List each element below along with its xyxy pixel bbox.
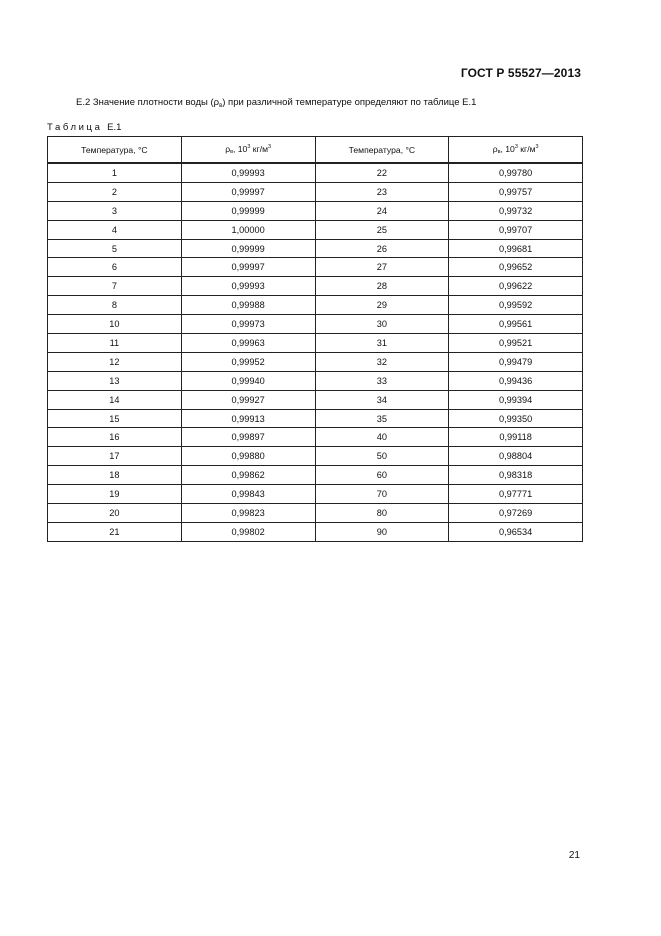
density-cell: 0,99993 [181, 277, 315, 296]
density-cell: 0,99436 [449, 371, 583, 390]
table-row [48, 409, 583, 428]
table-row [48, 220, 583, 239]
density-cell: 0,98804 [449, 447, 583, 466]
temperature-cell: 3 [48, 201, 182, 220]
density-cell: 0,96534 [449, 522, 583, 541]
temperature-cell: 13 [48, 371, 182, 390]
temperature-cell: 8 [48, 296, 182, 315]
table-row [48, 239, 583, 258]
table-row [48, 428, 583, 447]
table-row [48, 466, 583, 485]
temperature-cell: 6 [48, 258, 182, 277]
density-cell: 0,99952 [181, 352, 315, 371]
density-cell: 0,99394 [449, 390, 583, 409]
table-row [48, 522, 583, 541]
header-density-right: $\rho_в$, $10^3$ $кг/м^3$ [449, 137, 583, 164]
density-table [47, 136, 583, 542]
density-cell: 0,99988 [181, 296, 315, 315]
temperature-cell: 21 [48, 522, 182, 541]
paragraph-subscript: в [219, 103, 223, 109]
temperature-cell: 34 [315, 390, 449, 409]
temperature-cell: 11 [48, 334, 182, 353]
table-row [48, 390, 583, 409]
header-temperature-left: Температура, °С [48, 137, 182, 164]
temperature-cell: 23 [315, 182, 449, 201]
table-caption-number: Е.1 [107, 122, 122, 133]
table-row [48, 201, 583, 220]
page-number: 21 [568, 850, 580, 861]
temperature-cell: 15 [48, 409, 182, 428]
density-cell: 1,00000 [181, 220, 315, 239]
table-row [48, 296, 583, 315]
table-row [48, 163, 583, 182]
density-cell: 0,99997 [181, 182, 315, 201]
density-cell: 0,99999 [181, 239, 315, 258]
density-cell: 0,99592 [449, 296, 583, 315]
density-cell: 0,99880 [181, 447, 315, 466]
table-body [48, 163, 583, 541]
density-cell: 0,99963 [181, 334, 315, 353]
density-cell: 0,99927 [181, 390, 315, 409]
temperature-cell: 60 [315, 466, 449, 485]
header-density-left: $\rho_в$, $10^3$ $кг/м^3$ [181, 137, 315, 164]
temperature-cell: 27 [315, 258, 449, 277]
density-cell: 0,99350 [449, 409, 583, 428]
table-caption-word: Таблица [47, 122, 103, 133]
density-cell: 0,99897 [181, 428, 315, 447]
temperature-cell: 30 [315, 315, 449, 334]
density-cell: 0,99999 [181, 201, 315, 220]
density-cell: 0,99802 [181, 522, 315, 541]
density-cell: 0,99732 [449, 201, 583, 220]
density-cell: 0,99997 [181, 258, 315, 277]
table-row [48, 315, 583, 334]
density-cell: 0,99652 [449, 258, 583, 277]
table-row [48, 352, 583, 371]
table-row [48, 182, 583, 201]
temperature-cell: 33 [315, 371, 449, 390]
temperature-cell: 18 [48, 466, 182, 485]
temperature-cell: 7 [48, 277, 182, 296]
temperature-cell: 17 [48, 447, 182, 466]
paragraph-text-end: ) при различной температуре определяют по таблице Е.1 [222, 97, 477, 108]
density-cell: 0,99940 [181, 371, 315, 390]
density-cell: 0,99757 [449, 182, 583, 201]
density-cell: 0,97771 [449, 485, 583, 504]
density-cell: 0,99913 [181, 409, 315, 428]
temperature-cell: 20 [48, 504, 182, 523]
density-cell: 0,99681 [449, 239, 583, 258]
density-cell: 0,99521 [449, 334, 583, 353]
temperature-cell: 70 [315, 485, 449, 504]
temperature-cell: 80 [315, 504, 449, 523]
temperature-cell: 19 [48, 485, 182, 504]
density-cell: 0,97269 [449, 504, 583, 523]
density-cell: 0,99622 [449, 277, 583, 296]
temperature-cell: 28 [315, 277, 449, 296]
temperature-cell: 31 [315, 334, 449, 353]
temperature-cell: 26 [315, 239, 449, 258]
table-row [48, 504, 583, 523]
temperature-cell: 10 [48, 315, 182, 334]
table-row [48, 485, 583, 504]
temperature-cell: 5 [48, 239, 182, 258]
density-cell: 0,99479 [449, 352, 583, 371]
temperature-cell: 35 [315, 409, 449, 428]
temperature-cell: 50 [315, 447, 449, 466]
table-caption [47, 122, 121, 133]
density-cell: 0,99118 [449, 428, 583, 447]
section-paragraph [76, 97, 476, 109]
density-cell: 0,99823 [181, 504, 315, 523]
temperature-cell: 29 [315, 296, 449, 315]
header-temperature-right: Температура, °С [315, 137, 449, 164]
temperature-cell: 24 [315, 201, 449, 220]
document-code: ГОСТ Р 55527—2013 [460, 66, 581, 80]
temperature-cell: 12 [48, 352, 182, 371]
density-cell: 0,99862 [181, 466, 315, 485]
temperature-cell: 32 [315, 352, 449, 371]
table-row [48, 334, 583, 353]
table-row [48, 277, 583, 296]
temperature-cell: 2 [48, 182, 182, 201]
temperature-cell: 14 [48, 390, 182, 409]
table-row [48, 371, 583, 390]
temperature-cell: 4 [48, 220, 182, 239]
density-cell: 0,98318 [449, 466, 583, 485]
table-row [48, 447, 583, 466]
density-cell: 0,99993 [181, 163, 315, 182]
temperature-cell: 1 [48, 163, 182, 182]
table-header-row [48, 137, 583, 164]
paragraph-text-start: Е.2 Значение плотности воды (ρ [76, 97, 220, 108]
density-cell: 0,99973 [181, 315, 315, 334]
density-cell: 0,99561 [449, 315, 583, 334]
temperature-cell: 16 [48, 428, 182, 447]
temperature-cell: 90 [315, 522, 449, 541]
density-cell: 0,99780 [449, 163, 583, 182]
table-row [48, 258, 583, 277]
temperature-cell: 22 [315, 163, 449, 182]
density-cell: 0,99707 [449, 220, 583, 239]
temperature-cell: 25 [315, 220, 449, 239]
density-cell: 0,99843 [181, 485, 315, 504]
temperature-cell: 40 [315, 428, 449, 447]
